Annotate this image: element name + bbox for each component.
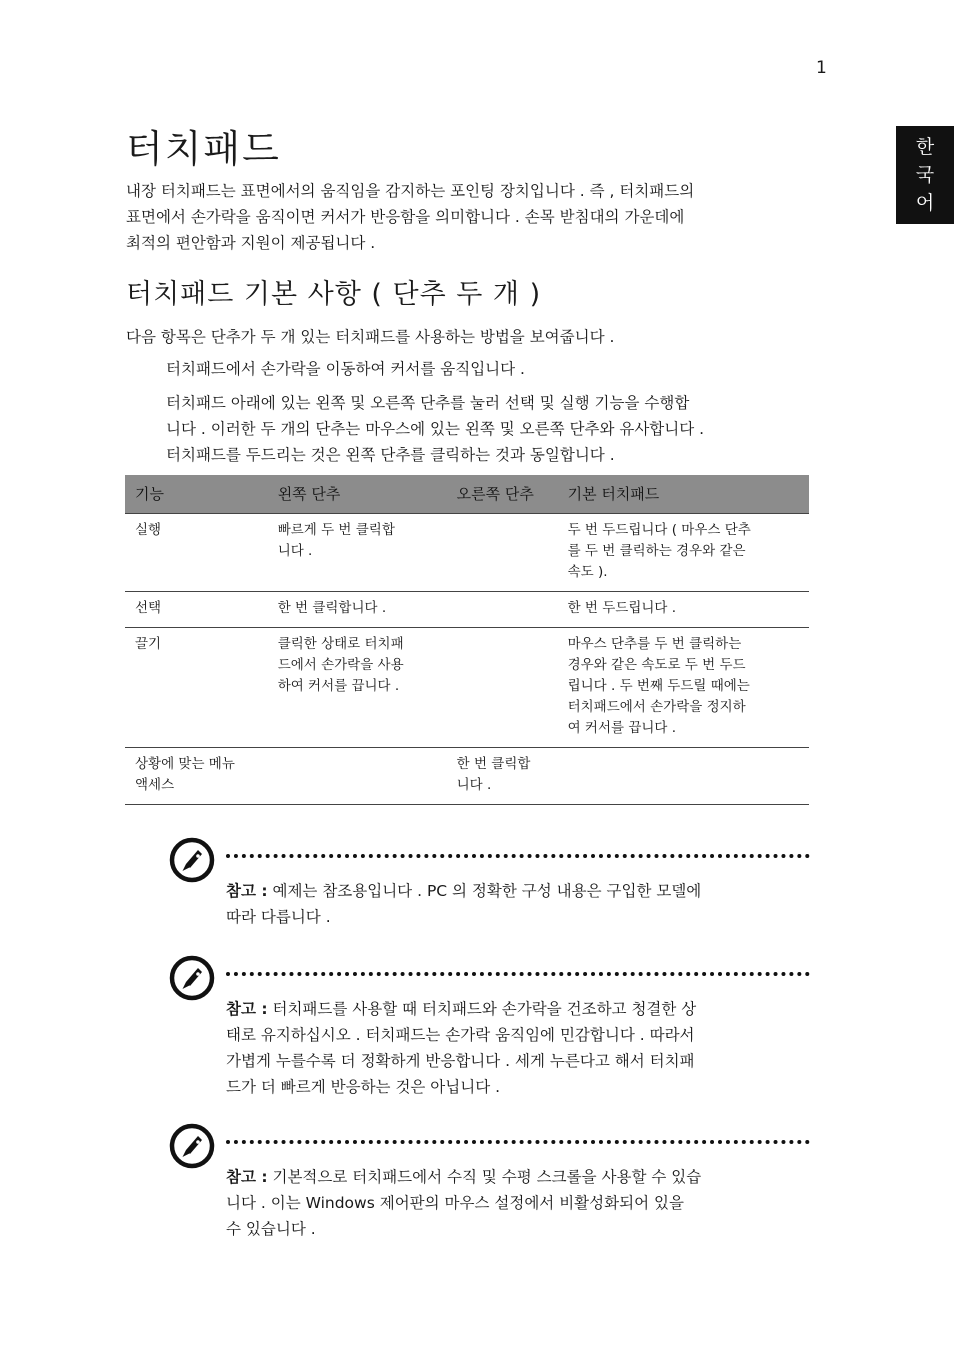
table-row: [125, 514, 809, 592]
cell-left-button: [268, 748, 447, 805]
note-divider: [226, 1140, 810, 1144]
note-body: 기본적으로 터치패드에서 수직 및 수평 스크롤을 사용할 수 있습 니다 . 이는 Windows 제어판의 마우스 설정에서 비활성화되어 있을 수 있습니다 .: [226, 1168, 702, 1238]
cell-function: 상황에 맞는 메뉴 액세스: [125, 748, 268, 805]
touchpad-function-table: [125, 475, 809, 805]
cell-left-button: 빠르게 두 번 클릭합 니다 .: [268, 514, 447, 592]
cell-left-button: 한 번 클릭합니다 .: [268, 592, 447, 628]
note-body: 터치패드를 사용할 때 터치패드와 손가락을 건조하고 청결한 상 태로 유지하십시오 . 터치패드는 손가락 움직임에 민감합니다 . 따라서 가볍게 누를수록 더 정확하게 반응합니다 . 세게 누른다고 해서 터치패 드가 더 빠르게 반응하는 것은 아닙니다 .: [226, 1000, 697, 1096]
table-header-row: [125, 475, 809, 514]
cell-function: 끌기: [125, 628, 268, 748]
note-label: 참고 :: [226, 882, 268, 900]
cell-left-button: 클릭한 상태로 터치패 드에서 손가락을 사용 하여 커서를 끕니다 .: [268, 628, 447, 748]
bullet-item-line: 터치패드를 두드리는 것은 왼쪽 단추를 클릭하는 것과 동일합니다 .: [166, 446, 615, 464]
page-title: 터치패드: [126, 127, 281, 171]
cell-main-touchpad: 마우스 단추를 두 번 클릭하는 경우와 같은 속도로 두 번 두드 립니다 . 두 번째 두드릴 때에는 터치패드에서 손가락을 정지하 여 커서를 끕니다 .: [558, 628, 809, 748]
intro-paragraph: [126, 178, 810, 256]
intro-line: 최적의 편안함과 지원이 제공됩니다 .: [126, 234, 376, 252]
table-row: [125, 592, 809, 628]
note-body: 예제는 참조용입니다 . PC 의 정확한 구성 내용은 구입한 모델에 따라 다릅니다 .: [226, 882, 702, 926]
section-heading: 터치패드 기본 사항 ( 단추 두 개 ): [126, 279, 542, 310]
bullet-item-line: 니다 . 이러한 두 개의 단추는 마우스에 있는 왼쪽 및 오른쪽 단추와 유사합니다 .: [166, 420, 705, 438]
bullet-item-move-cursor: 터치패드에서 손가락을 이동하여 커서를 움직입니다 .: [166, 360, 525, 378]
cell-main-touchpad: 두 번 두드립니다 ( 마우스 단추 를 두 번 클릭하는 경우와 같은 속도 ).: [558, 514, 809, 592]
cell-right-button: [447, 628, 558, 748]
language-tab-char: 국: [915, 164, 935, 186]
header-right-button: 오른쪽 단추: [447, 475, 558, 514]
cell-right-button: [447, 514, 558, 592]
page-number: 1: [816, 58, 827, 78]
table-body: [125, 514, 809, 805]
cell-main-touchpad: 한 번 두드립니다 .: [558, 592, 809, 628]
bullet-item-line: 터치패드 아래에 있는 왼쪽 및 오른쪽 단추를 눌러 선택 및 실행 기능을 수행합: [166, 394, 690, 412]
note-text: [226, 996, 796, 1100]
note-text: [226, 1164, 796, 1242]
cell-right-button: 한 번 클릭합 니다 .: [447, 748, 558, 805]
table-row: [125, 748, 809, 805]
note-divider: [226, 972, 810, 976]
cell-function: 선택: [125, 592, 268, 628]
language-tab-char: 한: [915, 136, 935, 158]
table-row: [125, 628, 809, 748]
note-divider: [226, 854, 810, 858]
cell-right-button: [447, 592, 558, 628]
header-function: 기능: [125, 475, 268, 514]
note-label: 참고 :: [226, 1000, 268, 1018]
intro-line: 내장 터치패드는 표면에서의 움직임을 감지하는 포인팅 장치입니다 . 즉 , 터치패드의: [126, 182, 695, 200]
header-main-touchpad: 기본 터치패드: [558, 475, 809, 514]
bullet-item-buttons: [166, 390, 812, 468]
language-tab-char: 어: [915, 192, 935, 214]
note-pen-icon: [168, 1122, 216, 1170]
note-text: [226, 878, 796, 930]
note-pen-icon: [168, 836, 216, 884]
note-pen-icon: [168, 954, 216, 1002]
lead-text: 다음 항목은 단추가 두 개 있는 터치패드를 사용하는 방법을 보여줍니다 .: [126, 328, 615, 346]
cell-function: 실행: [125, 514, 268, 592]
note-label: 참고 :: [226, 1168, 268, 1186]
header-left-button: 왼쪽 단추: [268, 475, 447, 514]
intro-line: 표면에서 손가락을 움직이면 커서가 반응함을 의미합니다 . 손목 받침대의 가운데에: [126, 208, 685, 226]
cell-main-touchpad: [558, 748, 809, 805]
language-tab: [896, 126, 954, 224]
